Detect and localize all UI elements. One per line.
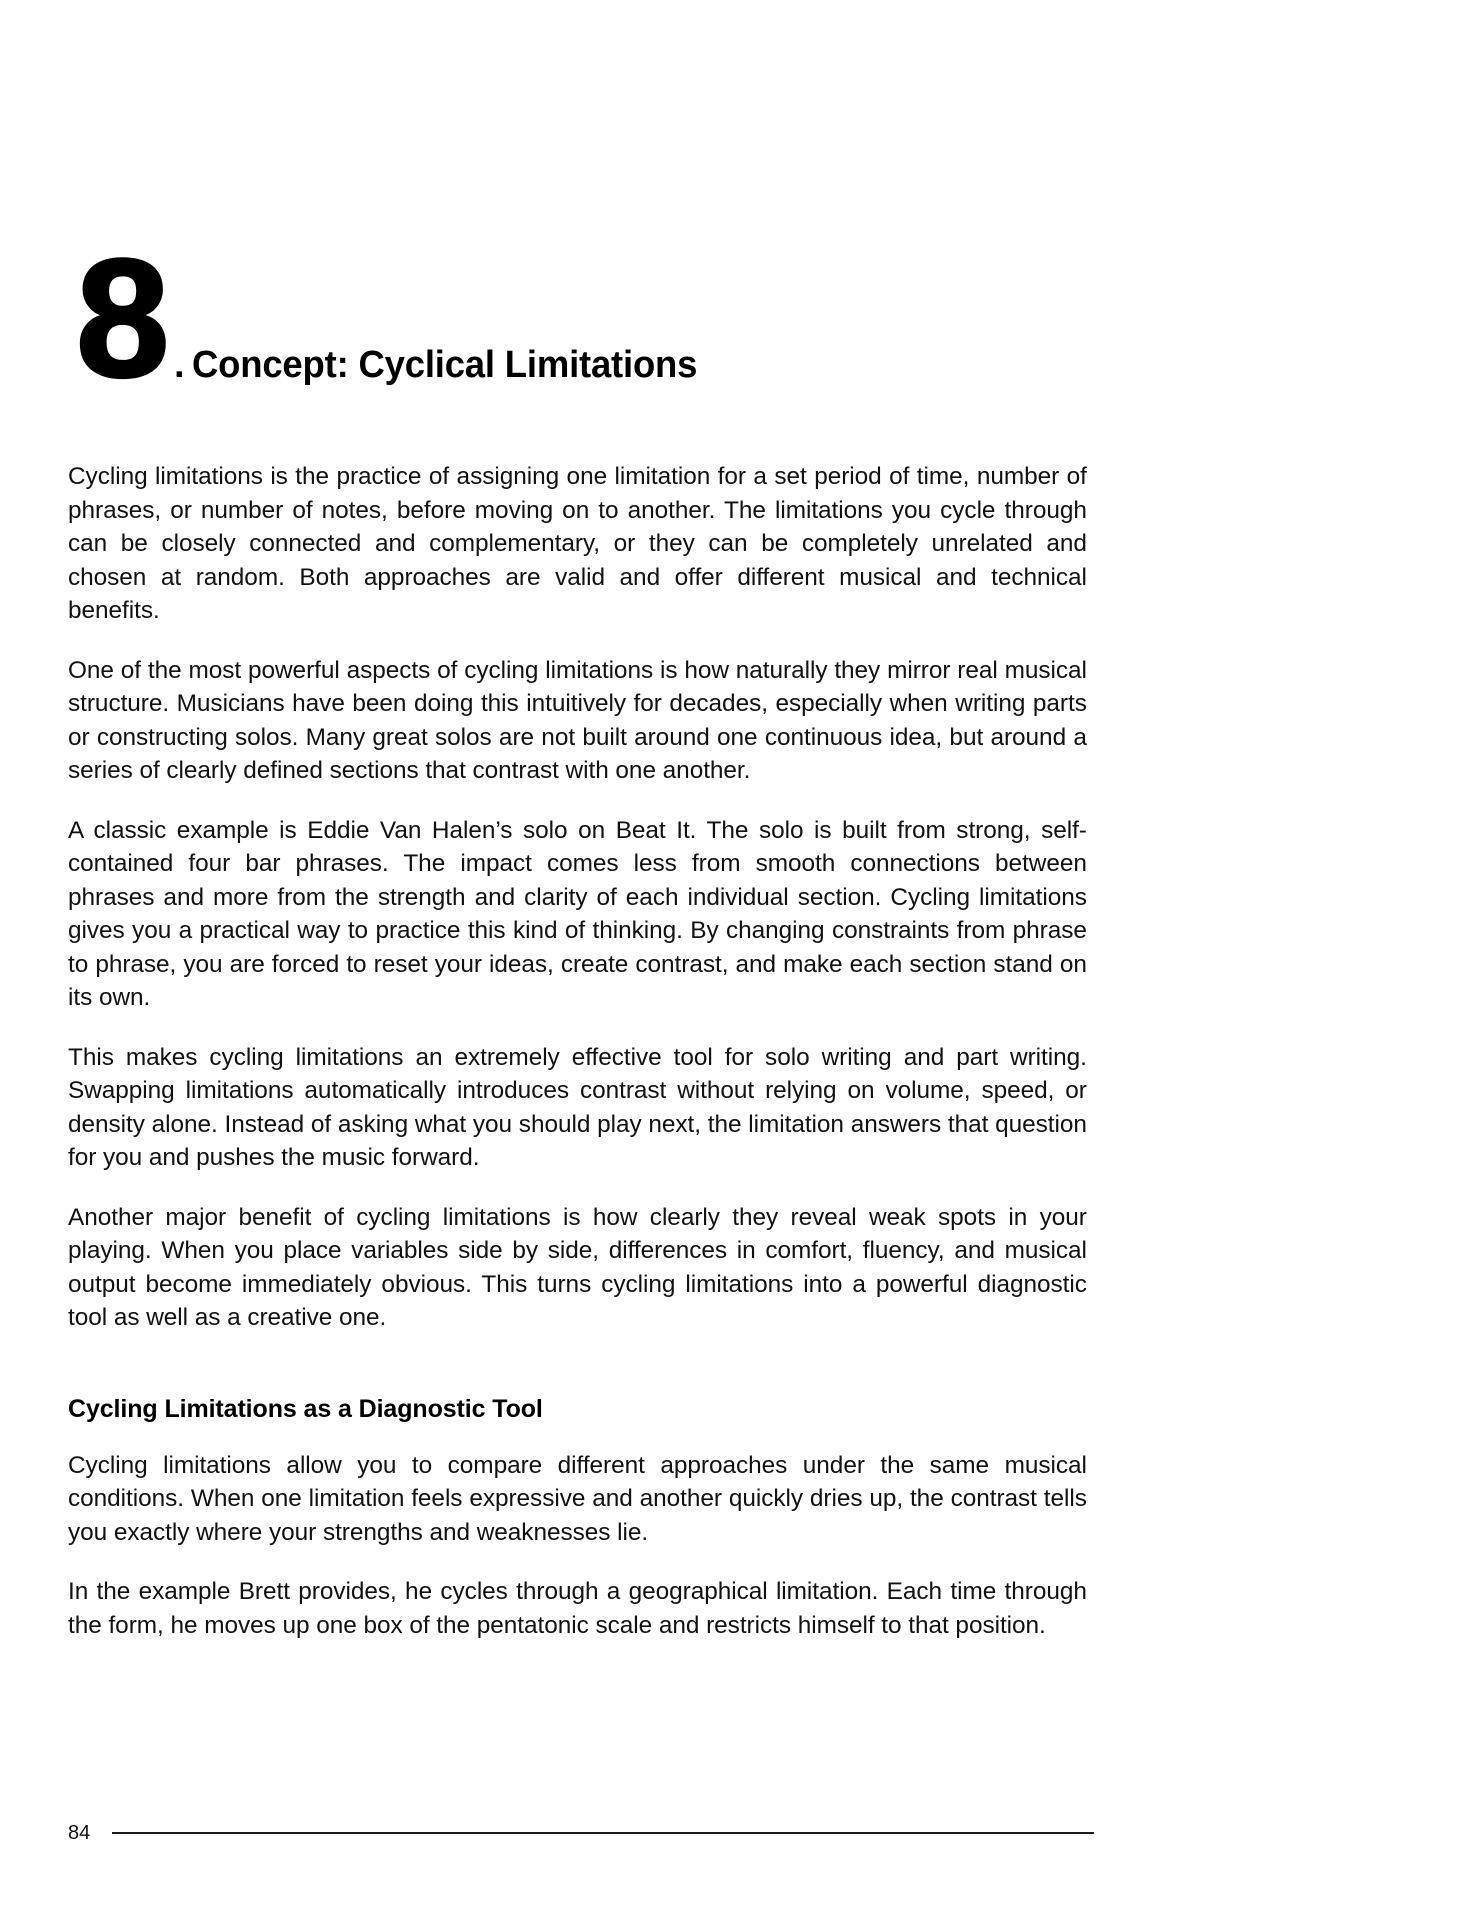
paragraph: Cycling limitations is the practice of assigning one limitation for a set period of time, number of phrases, or number of notes, before moving on to another. The limitations you cycle through can be closely connected and complementary, or they can be completely unrelated and chosen at random. Both approaches are valid and offer different musical and technical benefits. (68, 463, 1087, 624)
paragraph: Cycling limitations allow you to compare different approaches under the same musical conditions. When one limitation feels expressive and another quickly dries up, the contrast tells you exactly where your strengths and weaknesses lie. (68, 1451, 1087, 1546)
page-footer (68, 1823, 1094, 1843)
section-heading: Cycling Limitations as a Diagnostic Tool (68, 1394, 543, 1423)
paragraph: In the example Brett provides, he cycles through a geographical limitation. Each time through the form, he moves up one box of the pentatonic scale and restricts himself to that position. (68, 1578, 1087, 1639)
chapter-number-period: . (174, 344, 185, 386)
paragraph: One of the most powerful aspects of cycling limitations is how naturally they mirror real musical structure. Musicians have been doing this intuitively for decades, especially when writing parts or constructing solos. Many great solos are not built around one continuous idea, but around a series of clearly defined sections that contrast with one another. (68, 656, 1087, 784)
footer-divider (112, 1832, 1094, 1834)
page-title: Concept: Cyclical Limitations (191, 344, 697, 386)
page-number: 84 (68, 1822, 91, 1844)
chapter-number: 8 (76, 224, 166, 412)
paragraph: This makes cycling limitations an extremely effective tool for solo writing and part writing. Swapping limitations automatically introduces contrast without relying on volume, speed, or density alone. Instead of asking what you should play next, the limitation answers that question for you and pushes the music forward. (68, 1043, 1087, 1171)
chapter-header (68, 224, 1092, 412)
paragraph: A classic example is Eddie Van Halen’s solo on Beat It. The solo is built from strong, self-contained four bar phrases. The impact comes less from smooth connections between phrases and more from the strength and clarity of each individual section. Cycling limitations gives you a practical way to practice this kind of thinking. By changing constraints from phrase to phrase, you are forced to reset your ideas, create contrast, and make each section stand on its own. (68, 816, 1087, 1011)
paragraph: Another major benefit of cycling limitations is how clearly they reveal weak spots in your playing. When you place variables side by side, differences in comfort, fluency, and musical output become immediately obvious. This turns cycling limitations into a powerful diagnostic tool as well as a creative one. (68, 1203, 1087, 1331)
body-content (68, 460, 1092, 1642)
chapter-title-row (174, 344, 718, 386)
